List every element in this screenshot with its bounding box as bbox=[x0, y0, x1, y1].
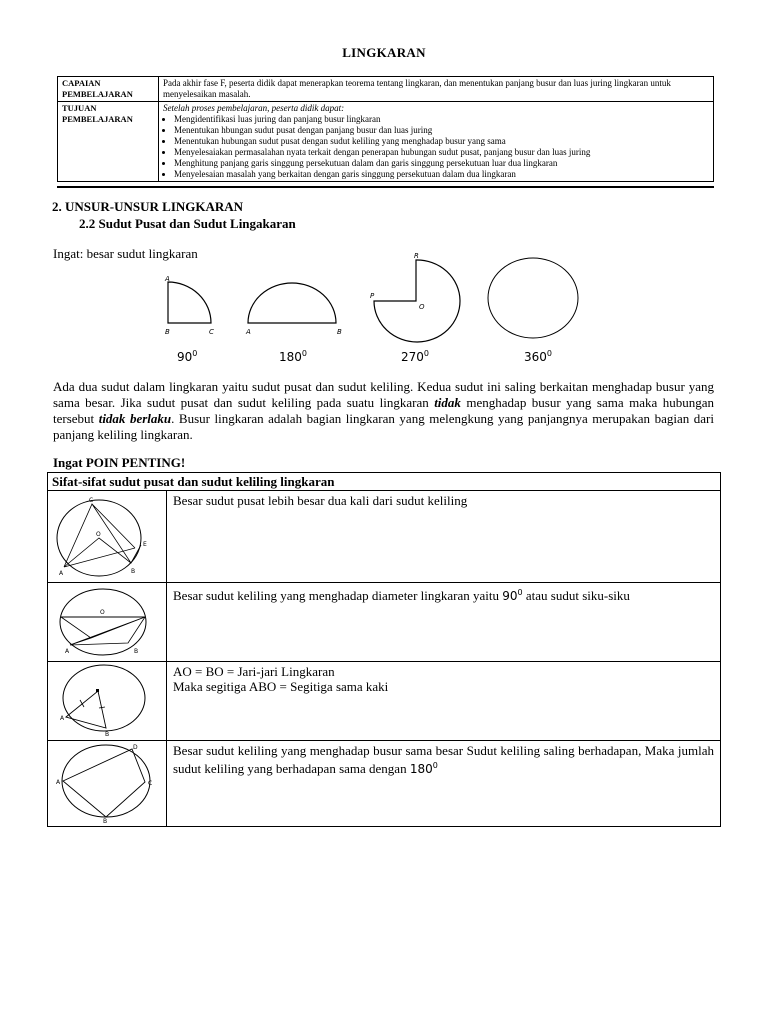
list-item: • Menyelesaiakan permasalahan nyata terkait dengan penerapan hubungan sudut pusat, panjang busur dan luas juring bbox=[174, 147, 709, 158]
table-row bbox=[48, 741, 721, 827]
tujuan-list bbox=[163, 114, 709, 180]
figure-label: C bbox=[148, 780, 153, 787]
figure-label: R bbox=[414, 252, 419, 260]
figure-label: B bbox=[134, 648, 139, 655]
important-heading: Ingat POIN PENTING! bbox=[53, 455, 186, 470]
figure-label: A bbox=[165, 275, 170, 283]
figure-label: B bbox=[105, 731, 110, 737]
section-subheading: 2.2 Sudut Pusat dan Sudut Lingakaran bbox=[79, 216, 296, 231]
table-row bbox=[58, 102, 714, 182]
table-row bbox=[48, 662, 721, 741]
angle-figures bbox=[140, 245, 600, 345]
tujuan-label: TUJUAN PEMBELAJARAN bbox=[58, 102, 159, 182]
ingat-text: Ingat: besar sudut lingkaran bbox=[53, 246, 198, 261]
learning-objectives-table bbox=[57, 76, 714, 182]
quarter-circle-figure bbox=[164, 275, 214, 336]
figure-label: E bbox=[143, 541, 147, 548]
figure-label: O bbox=[96, 531, 101, 538]
degree-label-90: $90^0$ bbox=[177, 349, 198, 364]
figure-label: D bbox=[133, 744, 138, 751]
figure-label: A bbox=[246, 328, 251, 336]
figure-cell bbox=[48, 583, 167, 662]
table-row bbox=[58, 77, 714, 102]
page-title: LINGKARAN bbox=[342, 45, 426, 60]
table-row bbox=[48, 491, 721, 583]
list-item: • Mengidentifikasi luas juring dan panjang busur lingkaran bbox=[174, 114, 709, 125]
properties-heading: Sifat-sifat sudut pusat dan sudut keliling lingkaran bbox=[48, 473, 721, 491]
list-item: • Menentukan hbungan sudut pusat dengan panjang busur dan luas juring bbox=[174, 125, 709, 136]
figure-label: A bbox=[59, 570, 64, 577]
table-row bbox=[48, 583, 721, 662]
figure-label: B bbox=[165, 328, 170, 336]
figure-label: A bbox=[60, 715, 65, 722]
figure-label: O bbox=[100, 609, 105, 616]
property-text: Besar sudut keliling yang menghadap busur sama besar Sudut keliling saling berhadapan, Maka jumlah sudut keliling yang berhadapan sama dengan $180^0$ bbox=[167, 741, 721, 827]
figure-label: O bbox=[419, 303, 425, 311]
isosceles-triangle-diagram bbox=[48, 662, 166, 737]
degree-label-180: $180^0$ bbox=[279, 349, 307, 364]
diameter-angle-diagram bbox=[48, 583, 166, 658]
figure-label: A bbox=[65, 648, 70, 655]
figure-label: B bbox=[337, 328, 342, 336]
table-row bbox=[48, 473, 721, 491]
figure-cell bbox=[48, 662, 167, 741]
full-circle-figure bbox=[488, 258, 578, 338]
semicircle-figure bbox=[245, 283, 342, 336]
property-text: AO = BO = Jari-jari Lingkaran Maka segitiga ABO = Segitiga sama kaki bbox=[167, 662, 721, 741]
list-item: • Menghitung panjang garis singgung persekutuan dalam dan garis singgung persekutuan luar dua lingkaran bbox=[174, 158, 709, 169]
central-angle-diagram bbox=[48, 491, 166, 579]
list-item: • Menentukan hubungan sudut pusat dengan sudut keliling yang menghadap busur yang sama bbox=[174, 136, 709, 147]
three-quarter-circle-figure bbox=[370, 252, 460, 342]
capaian-text: Pada akhir fase F, peserta didik dapat menerapkan teorema tentang lingkaran, dan menentukan panjang busur dan luas juring lingkaran untuk menyelesaikan masalah. bbox=[159, 77, 714, 102]
tujuan-cell bbox=[159, 102, 714, 182]
property-text: Besar sudut pusat lebih besar dua kali dari sudut keliling bbox=[167, 491, 721, 583]
tujuan-intro: Setelah proses pembelajaran, peserta didik dapat: bbox=[163, 103, 345, 113]
capaian-label: CAPAIAN PEMBELAJARAN bbox=[58, 77, 159, 102]
figure-label: P bbox=[370, 292, 375, 300]
figure-label: C bbox=[209, 328, 214, 336]
cyclic-quadrilateral-diagram bbox=[48, 741, 166, 823]
figure-label: A bbox=[56, 779, 61, 786]
figure-label: C bbox=[89, 497, 94, 504]
properties-table bbox=[47, 472, 721, 827]
figure-cell bbox=[48, 491, 167, 583]
property-text: Besar sudut keliling yang menghadap diameter lingkaran yaitu $90^0$ atau sudut siku-siku bbox=[167, 583, 721, 662]
degree-label-360: $360^0$ bbox=[524, 349, 552, 364]
figure-label: B bbox=[131, 568, 136, 575]
divider bbox=[57, 186, 714, 188]
figure-label: B bbox=[103, 818, 108, 823]
explanation-paragraph: Ada dua sudut dalam lingkaran yaitu sudut pusat dan sudut keliling. Kedua sudut ini saling berkaitan menghadap busur yang sama besar. Jika sudut pusat dan sudut keliling pada suatu lingkaran tidak menghadap busur yang sama maka hubungan tersebut tidak berlaku. Busur lingkaran adalah bagian lingkaran yang melengkung yang panjangnya merupakan bagian dari panjang keliling lingkaran. bbox=[53, 379, 714, 442]
degree-label-270: $270^0$ bbox=[401, 349, 429, 364]
list-item: • Menyelesaian masalah yang berkaitan dengan garis singgung persekutuan dalam dua lingkaran bbox=[174, 169, 709, 180]
figure-cell bbox=[48, 741, 167, 827]
section-heading: 2. UNSUR-UNSUR LINGKARAN bbox=[52, 199, 244, 214]
